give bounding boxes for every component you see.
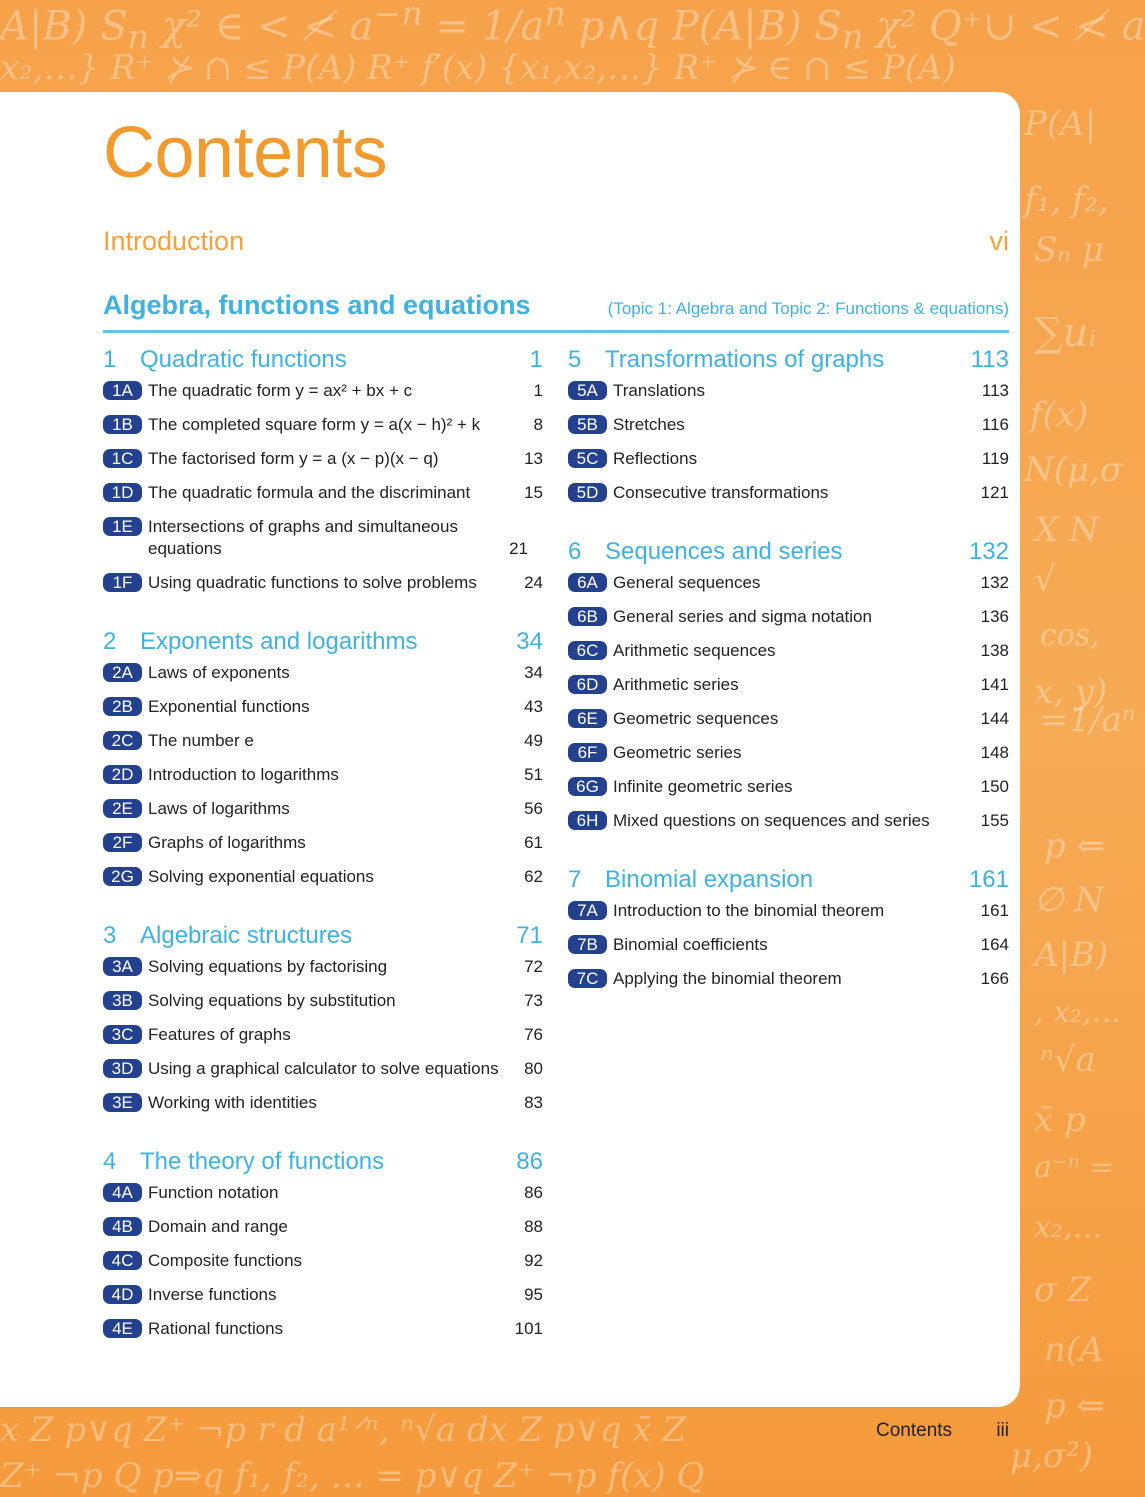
chapter-page: 34 (516, 628, 543, 655)
toc-section-entry[interactable] (568, 900, 1009, 934)
toc-section-entry[interactable] (103, 414, 543, 448)
toc-section-entry[interactable] (103, 764, 543, 798)
section-page: 51 (524, 765, 543, 784)
page-title: Contents (103, 113, 388, 193)
toc-section-entry[interactable] (568, 380, 1009, 414)
section-code-badge: 7C (568, 969, 607, 988)
page-footer (876, 1420, 1009, 1442)
chapter-heading[interactable] (103, 628, 543, 662)
section-title: Solving exponential equations (148, 867, 374, 886)
part-title: Algebra, functions and equations (103, 290, 531, 320)
chapter-title-group (568, 866, 813, 894)
footer-label: Contents (876, 1420, 953, 1441)
chapter-number: 1 (103, 346, 117, 373)
section-page: 24 (524, 573, 543, 592)
section-page: 15 (524, 483, 543, 502)
section-title: The factorised form y = a (x − p)(x − q) (148, 449, 439, 468)
section-code-badge: 3C (103, 1025, 142, 1044)
section-title: Introduction to the binomial theorem (613, 901, 885, 920)
chapter-page: 86 (516, 1148, 543, 1175)
chapter-title-group (103, 922, 352, 950)
section-title: Features of graphs (148, 1025, 291, 1044)
chapter-title: Quadratic functions (140, 346, 347, 373)
section-page: 49 (524, 731, 543, 750)
section-page: 161 (980, 901, 1009, 920)
section-page: 148 (980, 743, 1009, 762)
chapter-title: The theory of functions (140, 1148, 385, 1175)
toc-section-entry[interactable] (103, 516, 543, 572)
section-code-badge: 2E (103, 799, 142, 818)
section-code-badge: 6F (568, 743, 607, 762)
section-code-badge: 5A (568, 381, 607, 400)
chapter-page: 71 (516, 922, 543, 949)
chapter-page: 113 (970, 346, 1009, 373)
section-code-badge: 6D (568, 675, 607, 694)
section-page: 76 (524, 1025, 543, 1044)
section-title: Arithmetic sequences (613, 641, 776, 660)
section-code-badge: 2B (103, 697, 142, 716)
toc-section-entry[interactable] (568, 640, 1009, 674)
toc-section-entry[interactable] (103, 380, 543, 414)
chapter-page: 161 (968, 866, 1009, 893)
chapter-title: Exponents and logarithms (140, 628, 418, 655)
section-page: 121 (980, 483, 1009, 502)
toc-column-right (568, 346, 1009, 1002)
section-code-badge: 4B (103, 1217, 142, 1236)
section-title: Working with identities (148, 1093, 317, 1112)
section-page: 80 (524, 1059, 543, 1078)
section-code-badge: 5B (568, 415, 607, 434)
section-page: 83 (524, 1093, 543, 1112)
chapter-heading[interactable] (568, 346, 1009, 380)
section-title: The completed square form y = a(x − h)² + k (148, 415, 481, 434)
toc-section-entry[interactable] (568, 674, 1009, 708)
section-page: 144 (980, 709, 1009, 728)
toc-section-entry[interactable] (568, 606, 1009, 640)
toc-section-entry[interactable] (103, 1024, 543, 1058)
part-note: (Topic 1: Algebra and Topic 2: Functions & equations) (607, 299, 1009, 318)
section-code-badge: 6E (568, 709, 607, 728)
toc-section-entry[interactable] (568, 708, 1009, 742)
section-title: Laws of exponents (148, 663, 290, 682)
toc-section-entry[interactable] (568, 482, 1009, 516)
toc-section-entry[interactable] (568, 572, 1009, 606)
toc-column-left (103, 346, 543, 1352)
section-title: Infinite geometric series (613, 777, 793, 796)
chapter-number: 7 (568, 866, 582, 893)
section-code-badge: 3B (103, 991, 142, 1010)
section-page: 73 (524, 991, 543, 1010)
section-code-badge: 1C (103, 449, 142, 468)
section-page: 95 (524, 1285, 543, 1304)
section-code-badge: 3D (103, 1059, 142, 1078)
section-code-badge: 2G (103, 867, 142, 886)
toc-section-entry[interactable] (103, 1216, 543, 1250)
section-title: Intersections of graphs and simultaneous equations (148, 517, 458, 558)
section-code-badge: 1B (103, 415, 142, 434)
section-page: 150 (980, 777, 1009, 796)
section-code-badge: 6G (568, 777, 607, 796)
chapter-title: Binomial expansion (605, 866, 814, 893)
chapter-heading[interactable] (568, 866, 1009, 900)
part-heading (103, 290, 1009, 333)
section-code-badge: 2D (103, 765, 142, 784)
section-code-badge: 1F (103, 573, 142, 592)
section-title: Stretches (613, 415, 685, 434)
toc-section-entry[interactable] (103, 1182, 543, 1216)
section-page: 72 (524, 957, 543, 976)
chapter-page: 1 (529, 346, 543, 373)
section-page: 86 (524, 1183, 543, 1202)
toc-section-entry[interactable] (568, 414, 1009, 448)
toc-section-entry[interactable] (568, 968, 1009, 1002)
chapter-number: 3 (103, 922, 117, 949)
section-title: General series and sigma notation (613, 607, 872, 626)
section-page: 101 (514, 1319, 543, 1338)
toc-section-entry[interactable] (103, 662, 543, 696)
section-page: 155 (980, 811, 1009, 830)
section-title: The quadratic form y = ax² + bx + c (148, 381, 413, 400)
section-title: Solving equations by factorising (148, 957, 388, 976)
toc-section-entry[interactable] (103, 448, 543, 482)
section-code-badge: 6H (568, 811, 607, 830)
chapter-heading[interactable] (103, 922, 543, 956)
introduction-page: vi (989, 226, 1009, 256)
section-page: 92 (524, 1251, 543, 1270)
chapter-number: 6 (568, 538, 582, 565)
section-page: 1 (533, 381, 543, 400)
section-code-badge: 3A (103, 957, 142, 976)
toc-section-entry[interactable] (568, 776, 1009, 810)
toc-section-entry[interactable] (103, 1284, 543, 1318)
chapter-heading[interactable] (103, 346, 543, 380)
toc-section-entry[interactable] (103, 1058, 543, 1092)
section-title: Function notation (148, 1183, 279, 1202)
section-page: 138 (980, 641, 1009, 660)
section-title: Reflections (613, 449, 698, 468)
chapter-heading[interactable] (568, 538, 1009, 572)
section-code-badge: 3E (103, 1093, 142, 1112)
section-page: 56 (524, 799, 543, 818)
toc-section-entry[interactable] (103, 482, 543, 516)
section-page: 132 (980, 573, 1009, 592)
section-page: 21 (509, 539, 528, 558)
chapter-title: Algebraic structures (140, 922, 353, 949)
section-page: 88 (524, 1217, 543, 1236)
toc-section-entry[interactable] (103, 866, 543, 900)
toc-section-entry[interactable] (103, 572, 543, 606)
section-title: The quadratic formula and the discriminant (148, 483, 471, 502)
section-code-badge: 1D (103, 483, 142, 502)
section-title: General sequences (613, 573, 761, 592)
toc-section-entry[interactable] (103, 990, 543, 1024)
section-title: Laws of logarithms (148, 799, 290, 818)
section-page: 113 (981, 381, 1009, 400)
section-page: 116 (981, 415, 1009, 434)
section-code-badge: 2A (103, 663, 142, 682)
footer-page-number: iii (996, 1420, 1009, 1441)
section-title: Applying the binomial theorem (613, 969, 842, 988)
chapter-title-group (568, 346, 884, 374)
introduction-entry[interactable] (103, 226, 1009, 257)
section-page: 34 (524, 663, 543, 682)
chapter-page: 132 (968, 538, 1009, 565)
section-title: Rational functions (148, 1319, 284, 1338)
section-title: Graphs of logarithms (148, 833, 306, 852)
chapter-number: 5 (568, 346, 582, 373)
section-code-badge: 7B (568, 935, 607, 954)
section-title: Inverse functions (148, 1285, 277, 1304)
toc-section-entry[interactable] (103, 956, 543, 990)
section-title: Exponential functions (148, 697, 310, 716)
section-code-badge: 1A (103, 381, 142, 400)
toc-section-entry[interactable] (103, 798, 543, 832)
section-page: 61 (524, 833, 543, 852)
section-title: Mixed questions on sequences and series (613, 811, 930, 830)
chapter-number: 4 (103, 1148, 117, 1175)
chapter-title-group (568, 538, 843, 566)
section-code-badge: 1E (103, 517, 142, 536)
toc-section-entry[interactable] (103, 696, 543, 730)
section-code-badge: 2C (103, 731, 142, 750)
toc-section-entry[interactable] (568, 448, 1009, 482)
section-title: Solving equations by substitution (148, 991, 396, 1010)
chapter-title-group (103, 346, 347, 374)
section-code-badge: 6C (568, 641, 607, 660)
section-code-badge: 5C (568, 449, 607, 468)
section-title: Introduction to logarithms (148, 765, 339, 784)
section-code-badge: 4E (103, 1319, 142, 1338)
section-code-badge: 6B (568, 607, 607, 626)
section-title: Using quadratic functions to solve problems (148, 573, 477, 592)
section-code-badge: 4A (103, 1183, 142, 1202)
section-page: 136 (980, 607, 1009, 626)
section-title: Composite functions (148, 1251, 303, 1270)
section-title: Geometric series (613, 743, 742, 762)
section-page: 43 (524, 697, 543, 716)
toc-section-entry[interactable] (103, 1250, 543, 1284)
introduction-label: Introduction (103, 226, 245, 256)
section-page: 8 (533, 415, 543, 434)
chapter-title: Sequences and series (605, 538, 843, 565)
section-title: The number e (148, 731, 254, 750)
section-code-badge: 4C (103, 1251, 142, 1270)
toc-section-entry[interactable] (568, 934, 1009, 968)
section-code-badge: 2F (103, 833, 142, 852)
section-page: 164 (980, 935, 1009, 954)
section-code-badge: 7A (568, 901, 607, 920)
section-code-badge: 6A (568, 573, 607, 592)
toc-section-entry[interactable] (103, 730, 543, 764)
section-title: Using a graphical calculator to solve equations (148, 1059, 499, 1078)
section-page: 166 (980, 969, 1009, 988)
toc-section-entry[interactable] (103, 832, 543, 866)
section-code-badge: 5D (568, 483, 607, 502)
section-page: 141 (980, 675, 1009, 694)
toc-section-entry[interactable] (103, 1318, 543, 1352)
section-title: Arithmetic series (613, 675, 739, 694)
section-page: 119 (981, 449, 1009, 468)
chapter-title-group (103, 1148, 384, 1176)
chapter-title-group (103, 628, 418, 656)
section-title: Binomial coefficients (613, 935, 768, 954)
toc-section-entry[interactable] (103, 1092, 543, 1126)
section-code-badge: 4D (103, 1285, 142, 1304)
toc-section-entry[interactable] (568, 810, 1009, 844)
section-page: 13 (524, 449, 543, 468)
chapter-number: 2 (103, 628, 117, 655)
chapter-heading[interactable] (103, 1148, 543, 1182)
section-title: Consecutive transformations (613, 483, 829, 502)
toc-section-entry[interactable] (568, 742, 1009, 776)
chapter-title: Transformations of graphs (605, 346, 885, 373)
section-page: 62 (524, 867, 543, 886)
section-title: Geometric sequences (613, 709, 779, 728)
section-title: Translations (613, 381, 705, 400)
section-title: Domain and range (148, 1217, 288, 1236)
